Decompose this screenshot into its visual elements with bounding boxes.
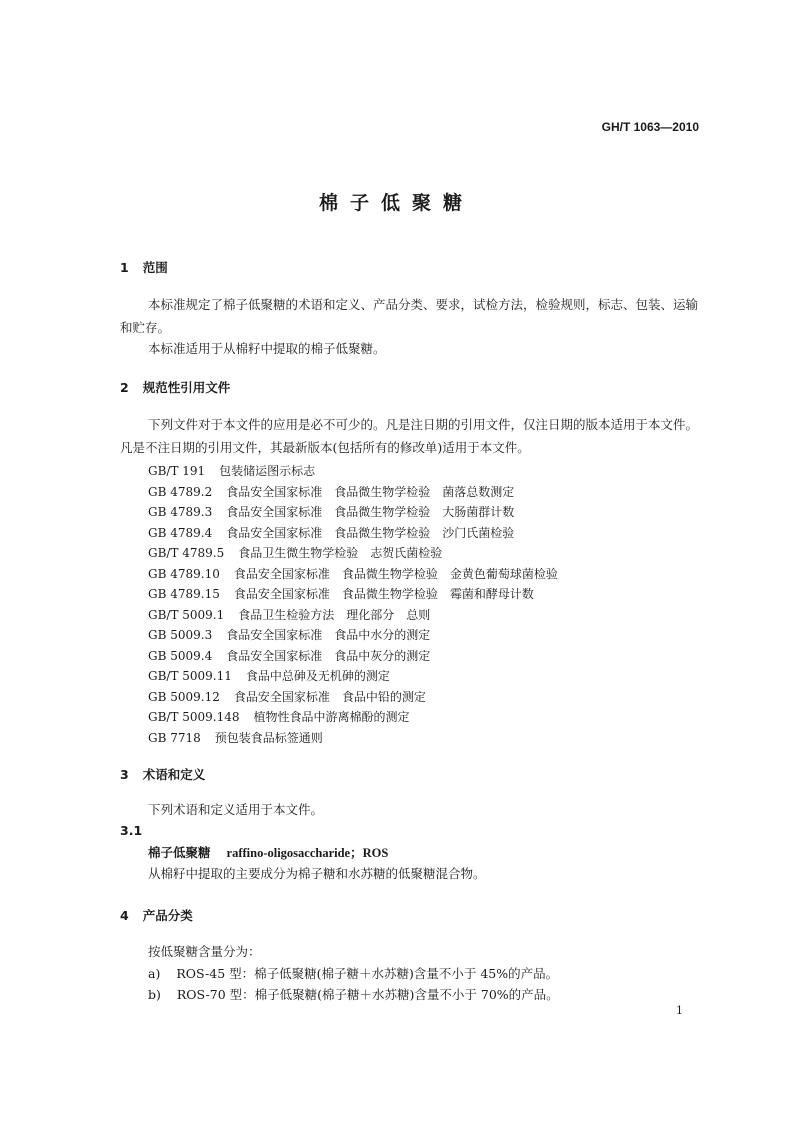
reference-title: 食品卫生检验方法 理化部分 总则 [238, 607, 431, 622]
reference-title: 食品安全国家标准 食品微生物学检验 金黄色葡萄球菌检验 [233, 566, 558, 581]
reference-title: 食品安全国家标准 食品中灰分的测定 [226, 648, 431, 663]
reference-code: GB/T 5009.1 [148, 607, 225, 622]
reference-code: GB/T 5009.11 [148, 669, 232, 683]
reference-title: 包装储运图示标志 [219, 464, 316, 478]
reference-code: GB/T 4789.5 [148, 546, 225, 560]
term-chinese: 棉子低聚糖 [148, 845, 211, 860]
reference-code: GB 4789.2 [148, 484, 213, 499]
reference-title: 食品安全国家标准 食品微生物学检验 大肠菌群计数 [226, 505, 515, 519]
section-number: 3 [120, 767, 129, 782]
reference-title: 食品安全国家标准 食品中铅的测定 [233, 689, 426, 704]
section-3-paragraph-1: 下列术语和定义适用于本文件。 [148, 802, 324, 817]
reference-title: 食品安全国家标准 食品微生物学检验 沙门氏菌检验 [226, 525, 515, 540]
reference-code: GB 5009.12 [148, 689, 220, 704]
reference-item [148, 626, 430, 643]
reference-title: 食品卫生微生物学检验 志贺氏菌检验 [238, 546, 443, 560]
reference-code: GB/T 5009.148 [148, 710, 240, 724]
section-title: 术语和定义 [142, 767, 206, 782]
classification-item [148, 985, 559, 1003]
reference-code: GB 4789.15 [148, 587, 220, 601]
reference-code: GB/T 191 [148, 464, 206, 478]
section-1-paragraph-2: 本标准适用于从棉籽中提取的棉子低聚糖。 [148, 341, 386, 356]
reference-item [148, 462, 315, 479]
classification-item [148, 964, 558, 982]
reference-code: GB 5009.4 [148, 648, 213, 663]
item-label: a) [148, 966, 161, 981]
reference-title: 食品安全国家标准 食品中水分的测定 [226, 628, 431, 642]
term-english: raffino-oligosaccharide；ROS [226, 846, 389, 860]
section-3-heading [120, 765, 205, 783]
section-1-heading [120, 258, 168, 276]
reference-code: GB 4789.3 [148, 505, 213, 519]
reference-item [148, 708, 410, 725]
section-number: 2 [120, 380, 129, 395]
reference-title: 预包装食品标签通则 [214, 730, 323, 745]
section-4-paragraph-1: 按低聚糖含量分为： [148, 944, 261, 959]
subsection-number: 3.1 [120, 823, 143, 838]
reference-title: 食品安全国家标准 食品微生物学检验 霉菌和酵母计数 [233, 587, 534, 601]
reference-item [148, 544, 442, 561]
reference-item [148, 585, 534, 602]
item-label: b) [148, 987, 161, 1002]
section-number: 4 [120, 908, 129, 923]
section-4-heading [120, 906, 193, 924]
page-number: 1 [676, 1004, 683, 1017]
reference-code: GB 4789.4 [148, 525, 213, 540]
reference-item [148, 606, 430, 623]
reference-title: 植物性食品中游离棉酚的测定 [253, 710, 410, 724]
section-title: 规范性引用文件 [142, 380, 231, 395]
reference-code: GB 4789.10 [148, 566, 220, 581]
term-definition: 从棉籽中提取的主要成分为棉子糖和水苏糖的低聚糖混合物。 [148, 866, 486, 881]
term-entry [148, 843, 388, 861]
reference-item [148, 729, 323, 746]
reference-item [148, 667, 390, 684]
section-2-heading [120, 378, 230, 396]
section-number: 1 [120, 260, 129, 275]
reference-item [148, 503, 514, 520]
reference-item [148, 688, 426, 705]
standard-code: GH/T 1063—2010 [601, 120, 699, 134]
reference-item [148, 565, 558, 582]
reference-item [148, 524, 514, 541]
section-1-paragraph-1: 本标准规定了棉子低聚糖的术语和定义、产品分类、要求，试检方法，检验规则，标志、包装、运输和贮存。 [120, 297, 699, 335]
section-title: 范围 [142, 260, 168, 275]
reference-title: 食品中总砷及无机砷的测定 [245, 669, 390, 683]
item-text: ROS-70 型：棉子低聚糖(棉子糖＋水苏糖)含量不小于 70%的产品。 [176, 987, 559, 1002]
section-title: 产品分类 [142, 908, 193, 923]
section-2-paragraph-1: 下列文件对于本文件的应用是必不可少的。凡是注日期的引用文件，仅注日期的版本适用于本文件。凡是不注日期的引用文件，其最新版本(包括所有的修改单)适用于本文件。 [120, 417, 699, 455]
document-title: 棉子低聚糖 [318, 192, 474, 214]
reference-code: GB 5009.3 [148, 628, 213, 642]
reference-item [148, 647, 430, 664]
reference-title: 食品安全国家标准 食品微生物学检验 菌落总数测定 [226, 484, 515, 499]
reference-code: GB 7718 [148, 730, 201, 745]
item-text: ROS-45 型：棉子低聚糖(棉子糖＋水苏糖)含量不小于 45%的产品。 [176, 966, 559, 981]
reference-item [148, 483, 514, 500]
